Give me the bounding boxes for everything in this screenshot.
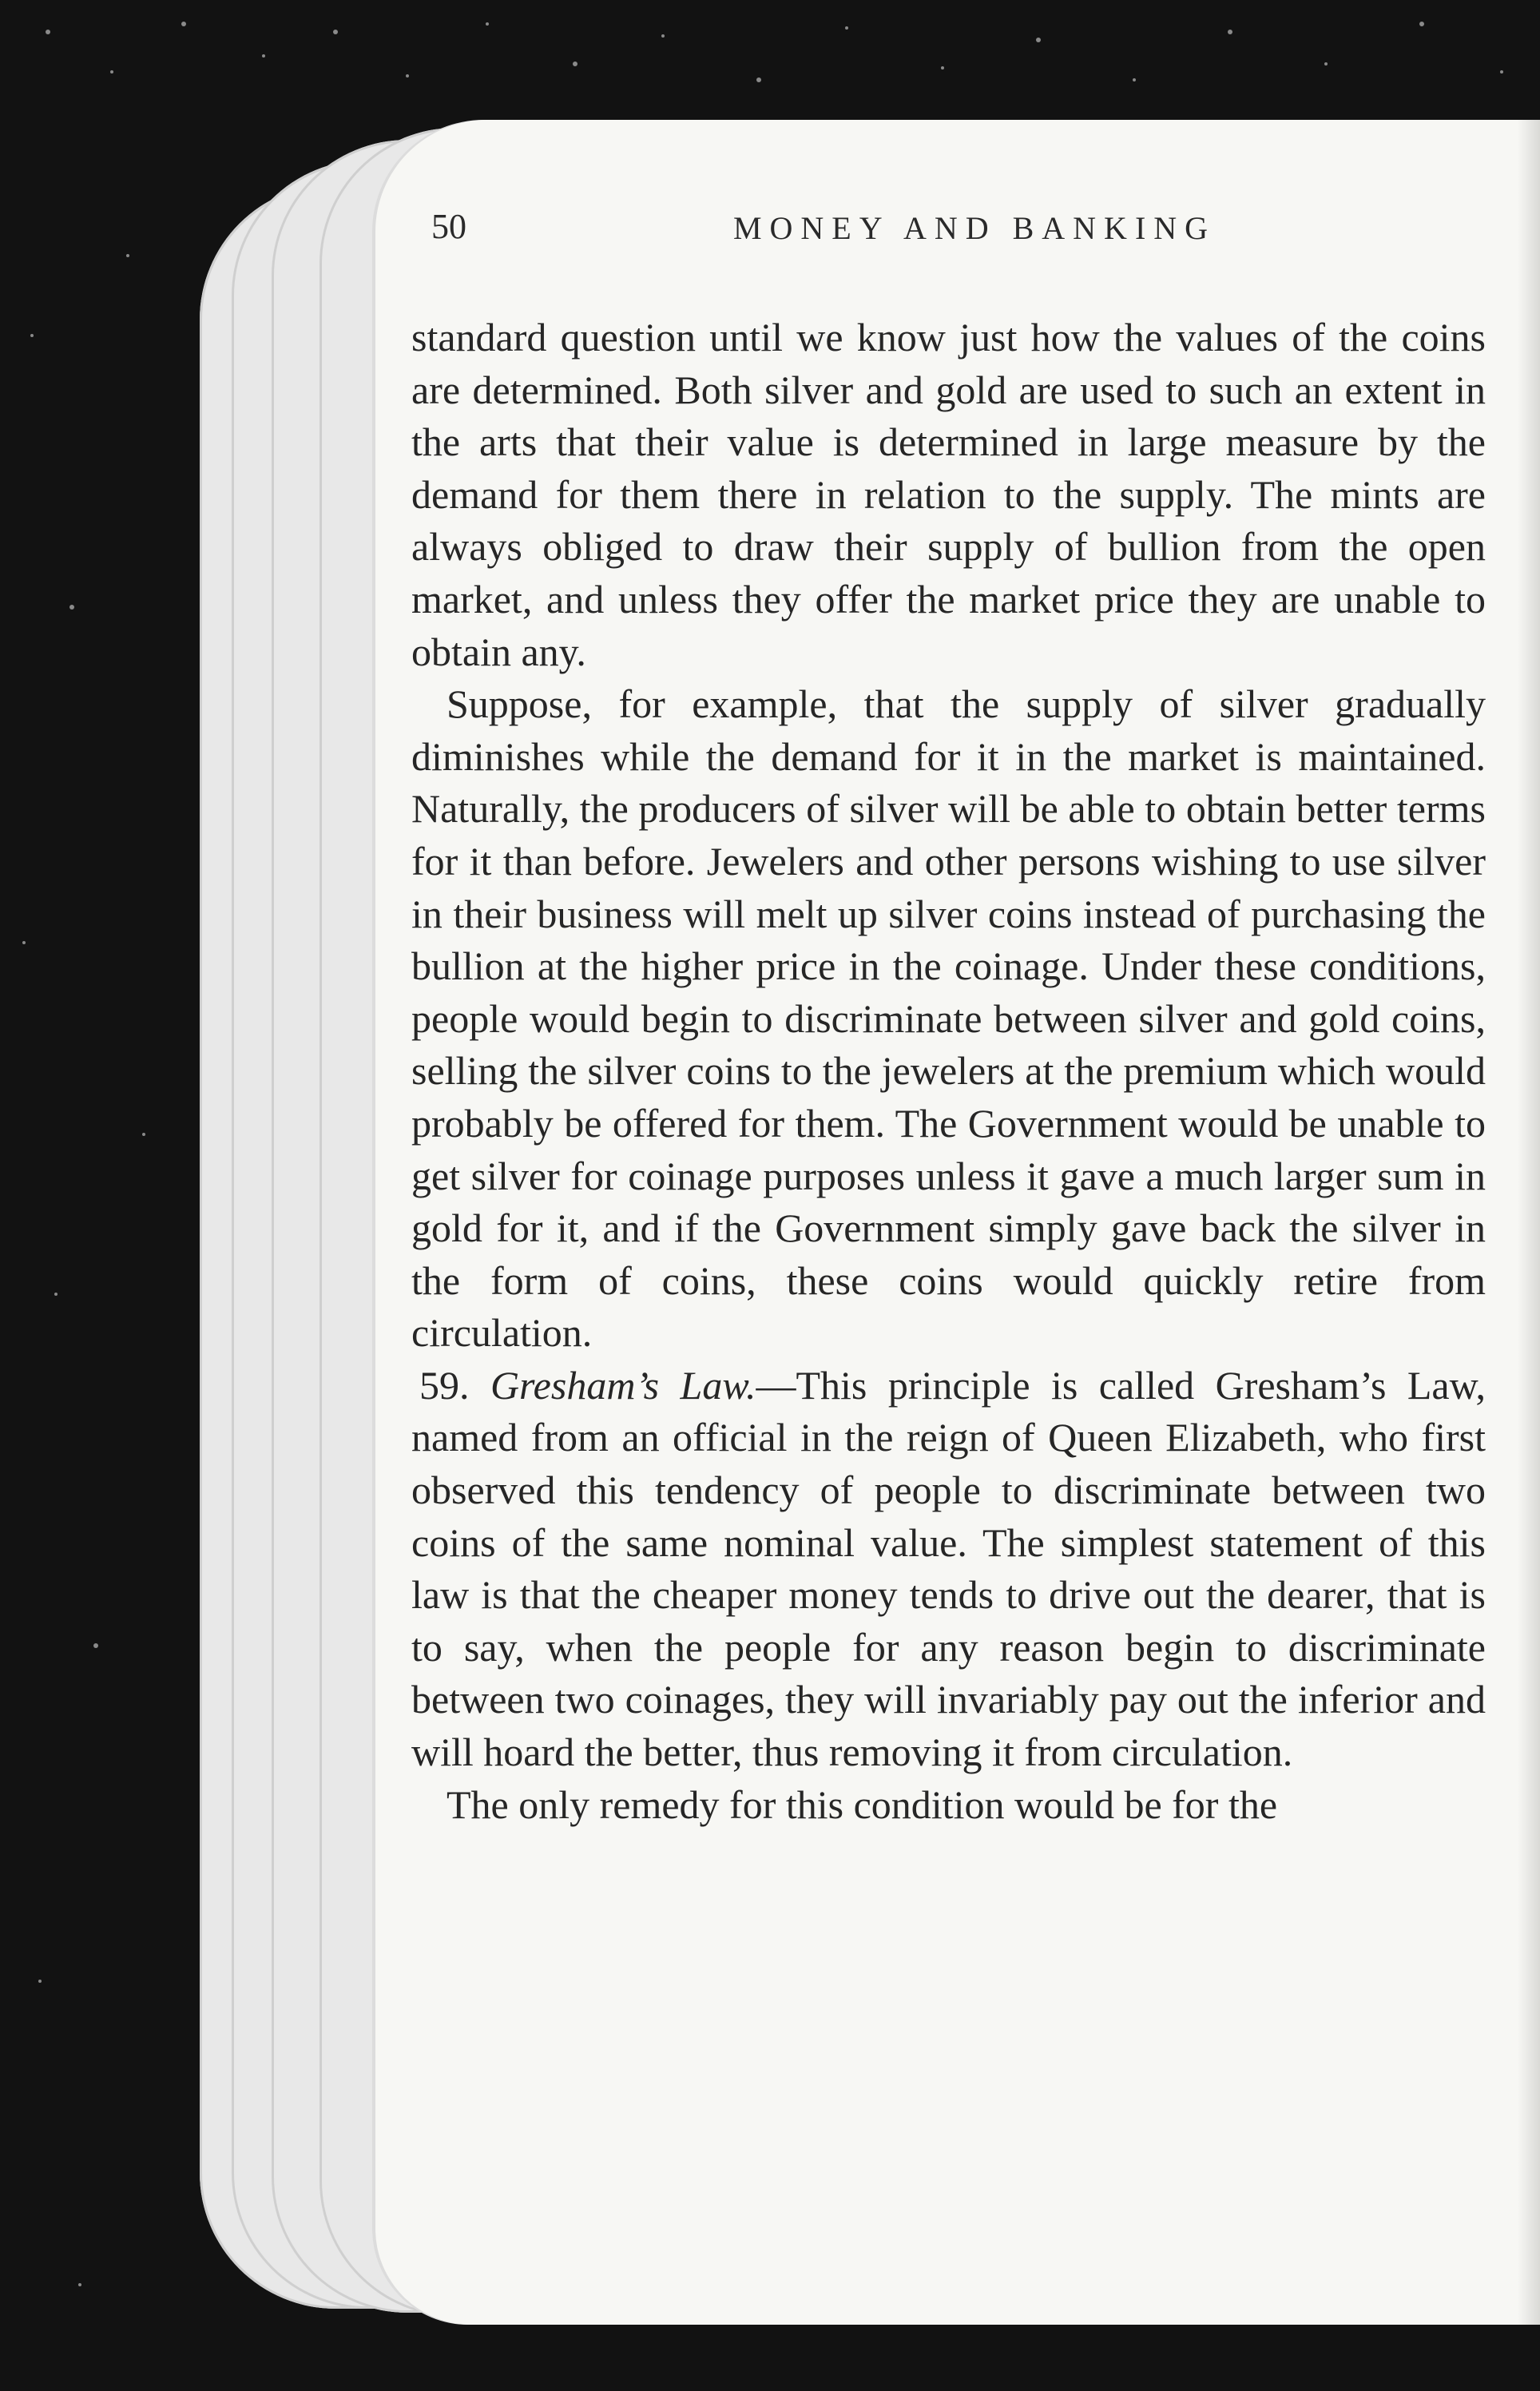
section-paragraph — [411, 1360, 1486, 1779]
page-number: 50 — [431, 207, 466, 246]
section-number: 59. — [419, 1362, 470, 1408]
paragraph — [411, 678, 1486, 1360]
paragraph-text: —This principle is called Gresham’s Law, named from an official in the reign of Queen Elizabeth, who first observed this tendency of people to discriminate between two coins of the same nominal value. The simplest statement of this law is that the cheaper money tends to drive out the dearer, that is to say, when the people for any reason begin to discriminate between two coinages, they will invariably pay out the inferior and will hoard the better, thus removing it from circulation. — [411, 1362, 1486, 1775]
page-header — [431, 206, 1518, 262]
paragraph-text: Suppose, for example, that the supply of silver gradually diminishes while the demand for it in the market is maintained. Naturally, the producers of silver will be able to obtain better terms for it than before. Jewelers and other persons wishing to use silver in their business will melt up silver coins instead of purchasing the bullion at the higher price in the coinage. Under these conditions, people would begin to discriminate between silver and gold coins, selling the silver coins to the jewelers at the premium which would probably be offered for them. The Government would be unable to get silver for coinage purposes unless it gave a much larger sum in gold for it, and if the Government simply gave back the silver in the form of coins, these coins would quickly retire from circulation. — [411, 681, 1486, 1356]
paragraph-text: standard question until we know just how the values of the coins are determined. Both silver and gold are used to such an extent in the arts that their value is determined in large measure by the demand for them there in relation to the supply. The mints are always obliged to draw their supply of bullion from the open market, and unless they offer the market price they are unable to obtain any. — [411, 315, 1486, 674]
paragraph — [411, 1779, 1486, 1832]
running-head: MONEY AND BANKING — [732, 210, 1217, 246]
paragraph-text: The only remedy for this condition would be for the — [447, 1781, 1278, 1827]
section-title: Gresham’s Law. — [490, 1362, 756, 1408]
page-gutter-shadow — [1518, 120, 1540, 2325]
paragraph — [411, 312, 1486, 678]
page-body — [411, 312, 1486, 1831]
